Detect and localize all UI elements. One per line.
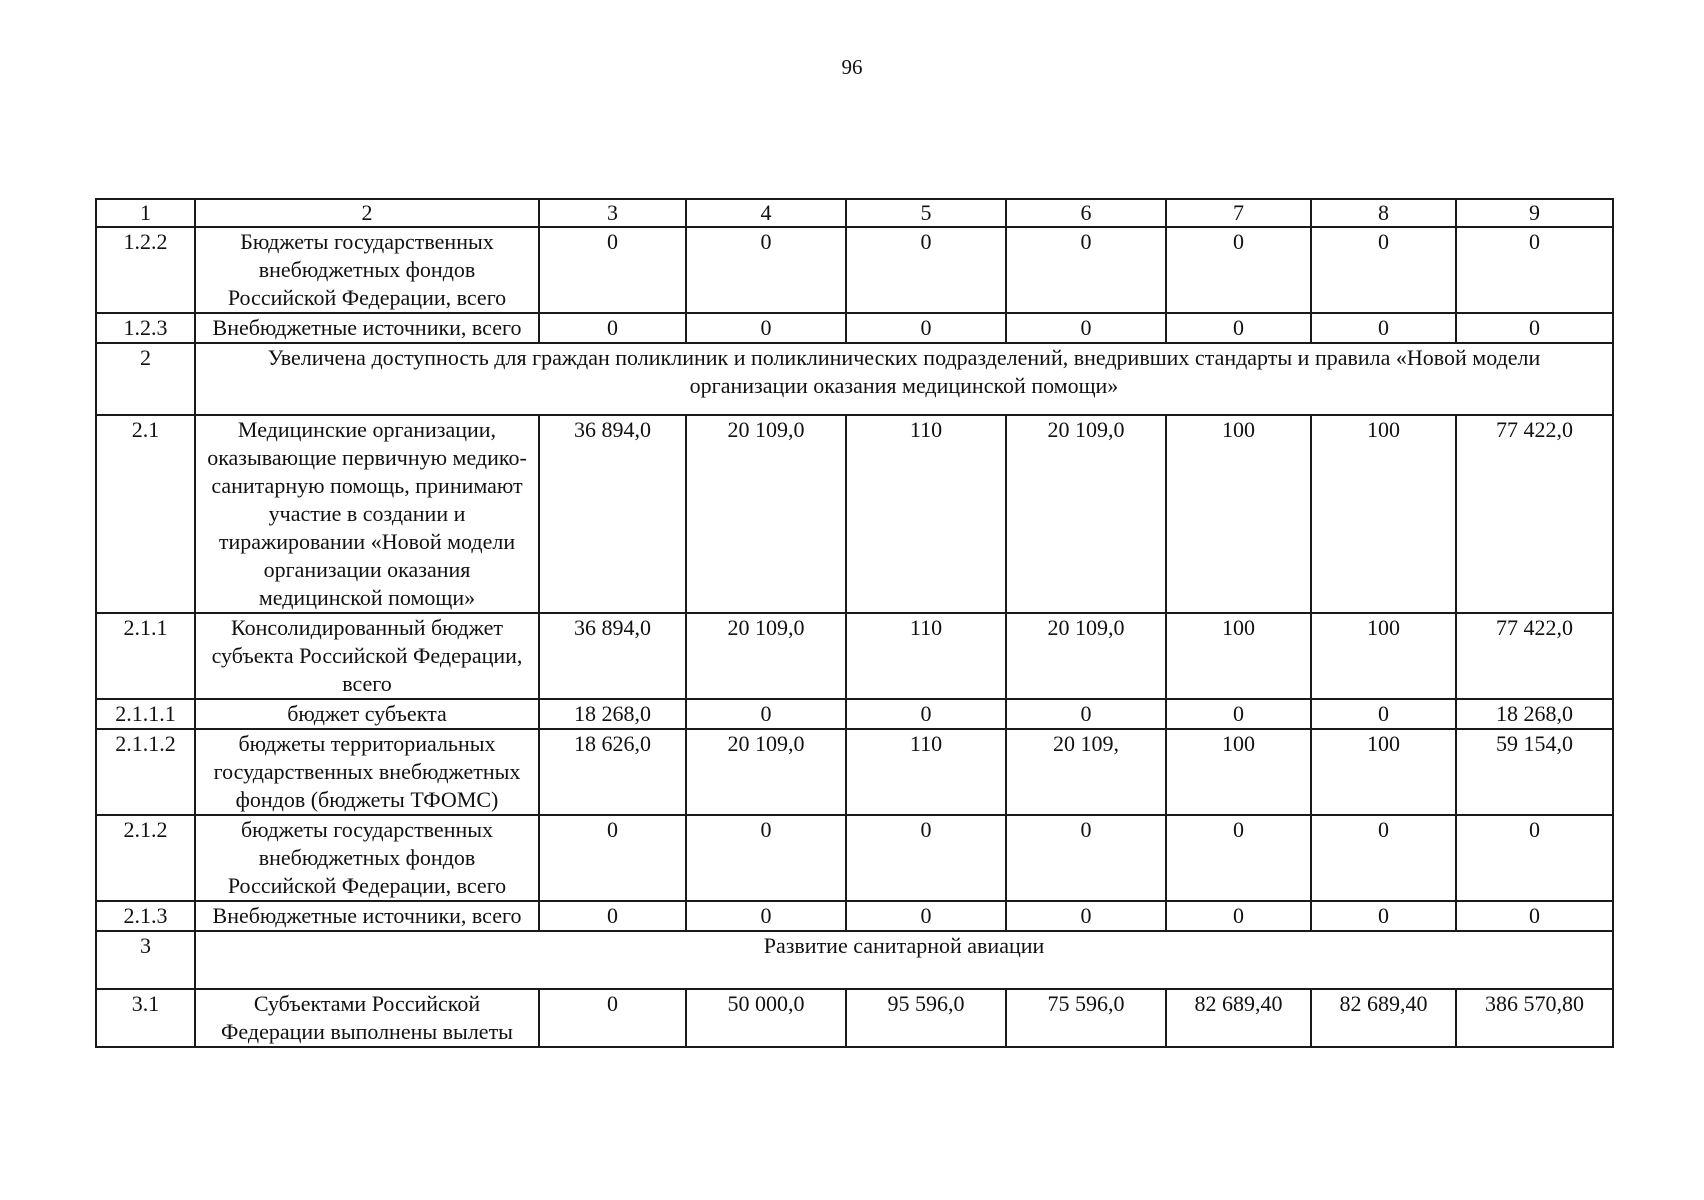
row-number: 2.1 [96,415,195,613]
cell-value: 0 [846,313,1006,343]
cell-value: 20 109,0 [1006,415,1166,613]
cell-value: 0 [539,227,686,313]
cell-value: 0 [1006,227,1166,313]
cell-value: 59 154,0 [1456,729,1613,815]
cell-value: 0 [846,815,1006,901]
cell-value: 100 [1166,729,1311,815]
cell-value: 0 [539,313,686,343]
column-header: 5 [846,199,1006,227]
row-name: Внебюджетные источники, всего [195,313,539,343]
table-row [96,313,1613,343]
cell-value: 77 422,0 [1456,415,1613,613]
column-header: 3 [539,199,686,227]
section-row [96,343,1613,415]
cell-value: 0 [846,901,1006,931]
row-name: Субъектами Российской Федерации выполнены вылеты [195,989,539,1047]
column-header: 1 [96,199,195,227]
cell-value: 0 [1311,699,1456,729]
section-title: Увеличена доступность для граждан поликлиник и поликлинических подразделений, внедривших стандарты и правила «Новой модели организации оказания медицинской помощи» [195,343,1613,415]
cell-value: 20 109,0 [1006,613,1166,699]
cell-value: 0 [1311,815,1456,901]
cell-value: 0 [539,901,686,931]
row-number: 2.1.1.2 [96,729,195,815]
row-name: Медицинские организации, оказывающие первичную медико-санитарную помощь, принимают участие в создании и тиражировании «Новой модели организации оказания медицинской помощи» [195,415,539,613]
cell-value: 0 [1456,313,1613,343]
table-row [96,699,1613,729]
cell-value: 20 109,0 [686,415,846,613]
cell-value: 0 [1311,313,1456,343]
cell-value: 0 [686,313,846,343]
cell-value: 0 [846,227,1006,313]
row-number: 1.2.2 [96,227,195,313]
cell-value: 0 [1166,901,1311,931]
cell-value: 0 [686,901,846,931]
cell-value: 386 570,80 [1456,989,1613,1047]
table-row [96,415,1613,613]
table-row [96,227,1613,313]
column-header: 2 [195,199,539,227]
section-row [96,931,1613,989]
cell-value: 0 [686,815,846,901]
column-header: 9 [1456,199,1613,227]
cell-value: 0 [1006,815,1166,901]
column-header: 7 [1166,199,1311,227]
column-header: 8 [1311,199,1456,227]
row-number: 2.1.2 [96,815,195,901]
row-number: 3 [96,931,195,989]
cell-value: 20 109,0 [686,613,846,699]
cell-value: 36 894,0 [539,415,686,613]
cell-value: 20 109, [1006,729,1166,815]
cell-value: 0 [1311,227,1456,313]
column-header: 4 [686,199,846,227]
cell-value: 0 [1006,313,1166,343]
row-number: 2 [96,343,195,415]
row-number: 2.1.3 [96,901,195,931]
cell-value: 36 894,0 [539,613,686,699]
cell-value: 110 [846,613,1006,699]
row-name: Консолидированный бюджет субъекта Российской Федерации, всего [195,613,539,699]
cell-value: 0 [1006,699,1166,729]
table-row [96,901,1613,931]
row-name: бюджеты территориальных государственных внебюджетных фондов (бюджеты ТФОМС) [195,729,539,815]
cell-value: 110 [846,729,1006,815]
row-number: 1.2.3 [96,313,195,343]
cell-value: 0 [539,815,686,901]
cell-value: 0 [1166,699,1311,729]
cell-value: 100 [1166,415,1311,613]
cell-value: 0 [1166,313,1311,343]
table-row [96,815,1613,901]
cell-value: 0 [1166,227,1311,313]
cell-value: 100 [1311,729,1456,815]
cell-value: 110 [846,415,1006,613]
row-name: Внебюджетные источники, всего [195,901,539,931]
column-number-row [96,199,1613,227]
row-number: 2.1.1 [96,613,195,699]
cell-value: 0 [686,699,846,729]
cell-value: 82 689,40 [1311,989,1456,1047]
cell-value: 82 689,40 [1166,989,1311,1047]
cell-value: 50 000,0 [686,989,846,1047]
row-name: бюджеты государственных внебюджетных фондов Российской Федерации, всего [195,815,539,901]
page-number: 96 [841,55,863,79]
cell-value: 0 [539,989,686,1047]
cell-value: 0 [846,699,1006,729]
row-number: 2.1.1.1 [96,699,195,729]
cell-value: 0 [1166,815,1311,901]
column-header: 6 [1006,199,1166,227]
cell-value: 0 [686,227,846,313]
cell-value: 0 [1456,227,1613,313]
cell-value: 0 [1311,901,1456,931]
cell-value: 0 [1456,901,1613,931]
cell-value: 0 [1456,815,1613,901]
cell-value: 100 [1311,613,1456,699]
row-name: Бюджеты государственных внебюджетных фондов Российской Федерации, всего [195,227,539,313]
budget-table [95,198,1614,1048]
cell-value: 18 626,0 [539,729,686,815]
table-row [96,729,1613,815]
cell-value: 20 109,0 [686,729,846,815]
cell-value: 0 [1006,901,1166,931]
cell-value: 95 596,0 [846,989,1006,1047]
cell-value: 18 268,0 [1456,699,1613,729]
cell-value: 77 422,0 [1456,613,1613,699]
cell-value: 18 268,0 [539,699,686,729]
cell-value: 75 596,0 [1006,989,1166,1047]
table-row [96,613,1613,699]
cell-value: 100 [1166,613,1311,699]
table-row [96,989,1613,1047]
cell-value: 100 [1311,415,1456,613]
row-name: бюджет субъекта [195,699,539,729]
section-title: Развитие санитарной авиации [195,931,1613,989]
row-number: 3.1 [96,989,195,1047]
